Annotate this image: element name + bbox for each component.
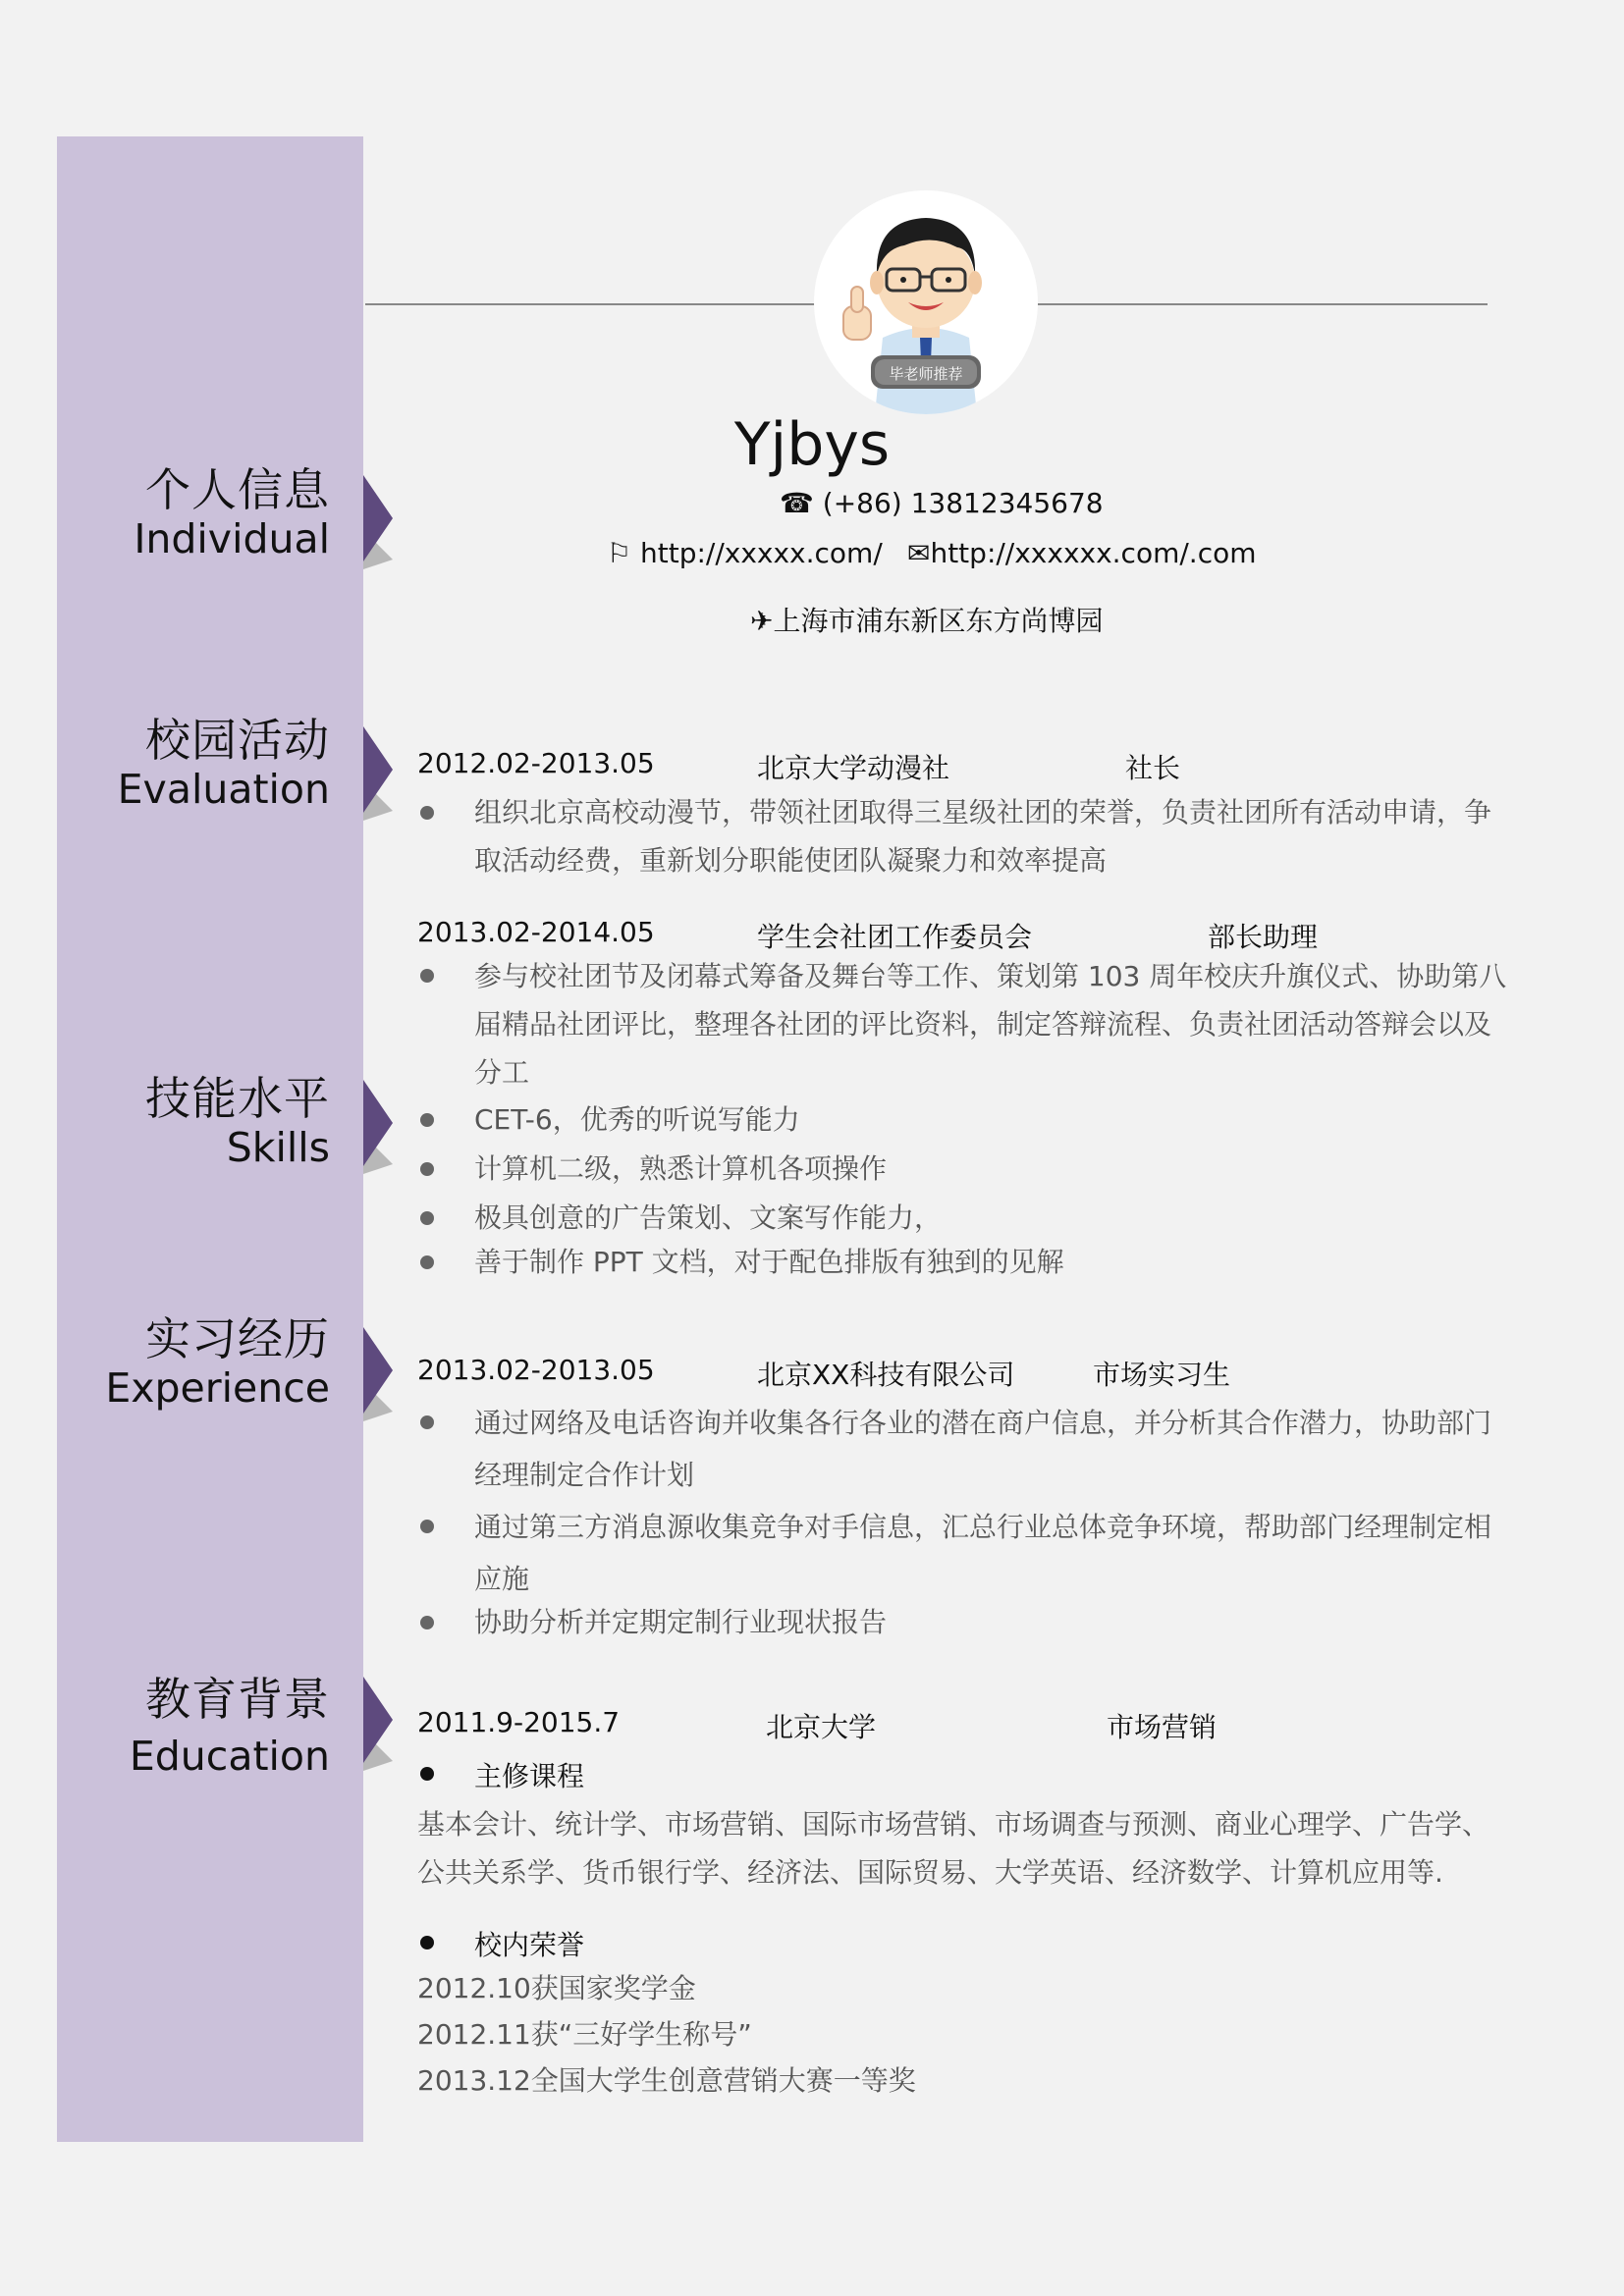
section-arrow-icon	[363, 726, 393, 821]
honors-list	[417, 1965, 1515, 2104]
email-link[interactable]: ✉http://xxxxxx.com/.com	[907, 537, 1257, 569]
section-label-education	[130, 1674, 330, 1780]
activity-org: 北京大学动漫社	[757, 752, 950, 784]
skill-item: 善于制作 PPT 文档，对于配色排版有独到的见解	[474, 1246, 1064, 1278]
section-label-evaluation	[118, 715, 330, 813]
bullet-icon	[420, 806, 434, 820]
section-arrow-icon	[363, 1080, 393, 1174]
experience-item: 协助分析并定期定制行业现状报告	[474, 1606, 888, 1638]
experience-date: 2013.02-2013.05	[417, 1354, 655, 1386]
cartoon-teacher-icon	[814, 190, 1038, 414]
activity-role: 社长	[1125, 752, 1181, 784]
bullet-icon	[420, 1211, 434, 1225]
bullet-icon	[420, 1936, 434, 1949]
address: ✈上海市浦东新区东方尚博园	[750, 605, 1104, 637]
honors-heading: 校内荣誉	[474, 1929, 585, 1961]
phone-number: ☎ (+86) 13812345678	[780, 487, 1104, 519]
courses-heading: 主修课程	[474, 1760, 585, 1792]
bullet-icon	[420, 969, 434, 983]
activity-date: 2013.02-2014.05	[417, 916, 655, 948]
website-link[interactable]: ⚐ http://xxxxx.com/	[607, 537, 883, 569]
skill-item: CET-6，优秀的听说写能力	[474, 1103, 800, 1136]
experience-item: 通过网络及电话咨询并收集各行各业的潜在商户信息，并分析其合作潜力，协助部门经理制定合作计划	[474, 1407, 1492, 1491]
experience-role: 市场实习生	[1093, 1359, 1231, 1391]
candidate-name: Yjbys	[733, 410, 891, 479]
section-label-experience	[105, 1313, 330, 1412]
bullet-icon	[420, 1162, 434, 1176]
section-label-individual	[134, 464, 330, 562]
section-title-en: Skills	[226, 1123, 330, 1171]
avatar	[814, 190, 1038, 414]
activity-description: 参与校社团节及闭幕式筹备及舞台等工作、策划第 103 周年校庆升旗仪式、协助第八届精品社团评比，整理各社团的评比资料，制定答辩流程、负责社团活动答辩会以及分工	[474, 960, 1507, 1089]
activity-org: 学生会社团工作委员会	[757, 921, 1033, 953]
honor-item: 2012.11获“三好学生称号”	[417, 2018, 752, 2051]
section-title-cn: 校园活动	[145, 714, 330, 767]
section-title-cn: 个人信息	[145, 463, 330, 516]
activity-date: 2012.02-2013.05	[417, 747, 655, 779]
section-title-cn: 技能水平	[145, 1072, 330, 1125]
bullet-icon	[420, 1616, 434, 1629]
bullet-icon	[420, 1415, 434, 1429]
experience-org: 北京XX科技有限公司	[757, 1359, 1015, 1391]
header-divider-right	[1038, 303, 1488, 305]
education-date: 2011.9-2015.7	[417, 1706, 621, 1738]
bullet-icon	[420, 1767, 434, 1781]
section-arrow-icon	[363, 1677, 393, 1771]
section-label-skills	[145, 1073, 330, 1171]
courses-list: 基本会计、统计学、市场营销、国际市场营销、市场调查与预测、商业心理学、广告学、公共关系学、货币银行学、经济法、国际贸易、大学英语、经济数学、计算机应用等.	[417, 1808, 1490, 1889]
section-title-en: Education	[129, 1732, 330, 1780]
activity-description: 组织北京高校动漫节，带领社团取得三星级社团的荣誉，负责社团所有活动申请，争取活动经费，重新划分职能使团队凝聚力和效率提高	[474, 796, 1492, 877]
svg-text:毕老师推荐: 毕老师推荐	[889, 365, 963, 383]
section-title-en: Individual	[134, 514, 330, 562]
activity-role: 部长助理	[1208, 921, 1319, 953]
section-arrow-icon	[363, 475, 393, 569]
section-title-en: Experience	[105, 1363, 330, 1412]
bullet-icon	[420, 1520, 434, 1533]
section-title-cn: 实习经历	[145, 1312, 330, 1365]
skill-item: 计算机二级，熟悉计算机各项操作	[474, 1152, 888, 1185]
section-title-en: Evaluation	[117, 765, 330, 813]
section-title-cn: 教育背景	[145, 1673, 330, 1726]
bullet-icon	[420, 1113, 434, 1127]
experience-item: 通过第三方消息源收集竞争对手信息，汇总行业总体竞争环境，帮助部门经理制定相应施	[474, 1511, 1492, 1595]
section-arrow-icon	[363, 1327, 393, 1421]
education-school: 北京大学	[766, 1711, 877, 1743]
honor-item: 2012.10获国家奖学金	[417, 1972, 696, 2004]
honor-item: 2013.12全国大学生创意营销大赛一等奖	[417, 2064, 916, 2097]
header-divider-left	[365, 303, 817, 305]
bullet-icon	[420, 1255, 434, 1269]
skill-item: 极具创意的广告策划、文案写作能力，	[474, 1201, 943, 1234]
education-major: 市场营销	[1107, 1711, 1218, 1743]
